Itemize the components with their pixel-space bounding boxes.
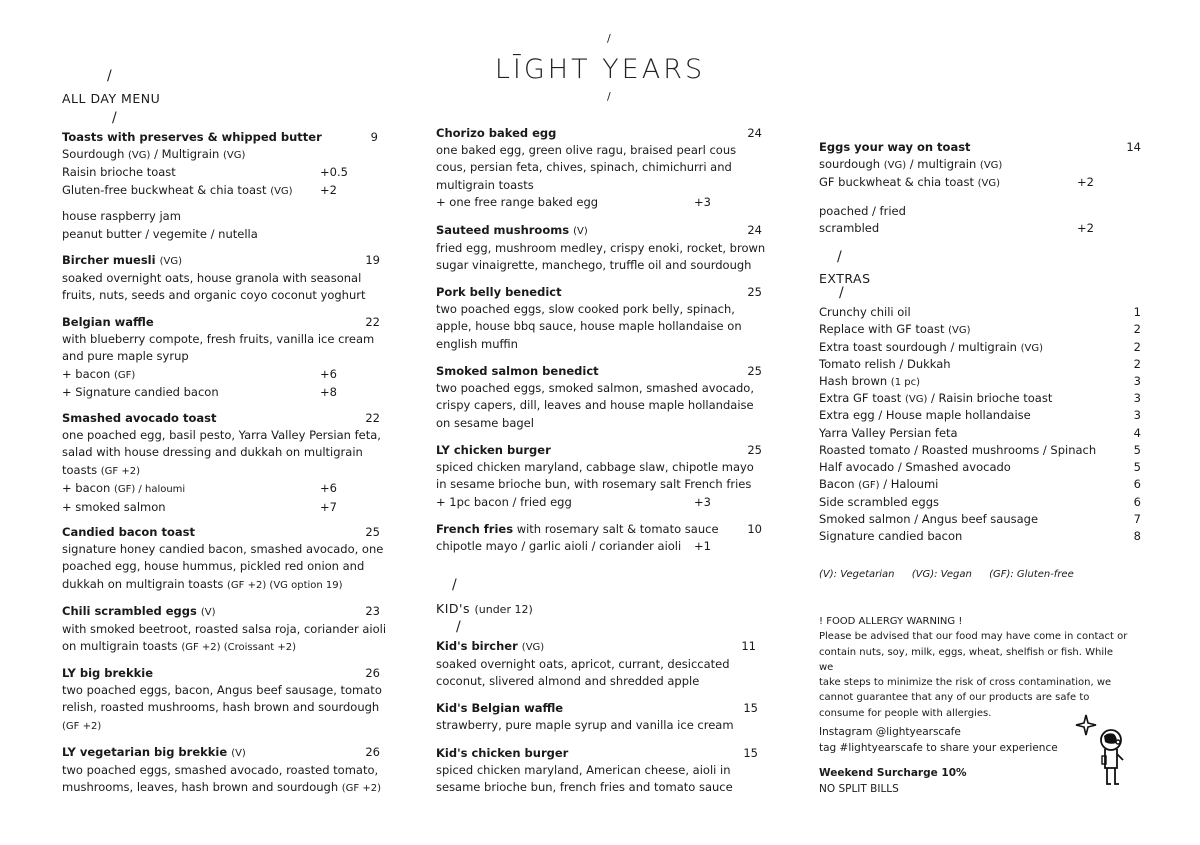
item-name: Candied bacon toast xyxy=(62,525,195,539)
legend-vegetarian: (V): Vegetarian xyxy=(819,569,895,580)
menu-item-kids-bircher xyxy=(436,638,762,691)
item-desc: dukkah on multigrain toasts (GF +2) (VG option 19) xyxy=(62,576,343,591)
item-desc: on sesame bagel xyxy=(436,415,534,430)
billing-notes xyxy=(819,765,967,797)
heading-slash: / xyxy=(452,577,457,593)
section-title-all-day: ALL DAY MENU xyxy=(62,91,161,106)
item-name: Chili scrambled eggs (V) xyxy=(62,604,216,618)
item-desc: sesame brioche bun, french fries and tomato sauce xyxy=(436,780,733,795)
item-price: 24 xyxy=(747,126,762,140)
item-price: 15 xyxy=(743,746,758,760)
item-name: Kid's bircher (VG) xyxy=(436,639,545,653)
hashtag-note: tag #lightyearscafe to share your experience xyxy=(819,742,1058,754)
item-desc: poached egg, house hummus, pickled red onion and xyxy=(62,559,365,574)
item-desc: crispy capers, dill, leaves and house maple hollandaise xyxy=(436,398,754,413)
item-name: LY chicken burger xyxy=(436,443,551,457)
extras-row: Bacon (GF) / Haloumi 6 xyxy=(819,477,1141,491)
item-desc: coconut, slivered almond and shredded apple xyxy=(436,674,700,689)
item-desc: in sesame brioche bun, with rosemary salt French fries xyxy=(436,477,752,492)
item-price: 25 xyxy=(747,443,762,457)
item-price: 11 xyxy=(741,639,756,653)
menu-item-ly-chicken-burger xyxy=(436,442,762,511)
item-addon: + 1pc bacon / fried egg +3 xyxy=(436,494,711,509)
item-addon: Gluten-free buckwheat & chia toast (VG) +2 xyxy=(62,182,337,197)
item-price: 15 xyxy=(743,701,758,715)
allergy-warning-text: cannot guarantee that any of our products are safe to xyxy=(819,692,1090,704)
item-desc: (GF +2) xyxy=(62,720,102,732)
item-desc: two poached eggs, bacon, Angus beef sausage, tomato xyxy=(62,683,382,697)
item-name: Belgian waffle xyxy=(62,315,154,329)
section-title-extras: EXTRAS xyxy=(819,271,871,286)
extras-row: Hash brown (1 pc) 3 xyxy=(819,374,1141,388)
item-name: LY vegetarian big brekkie (V) xyxy=(62,745,246,759)
extras-row: Extra toast sourdough / multigrain (VG) 2 xyxy=(819,340,1141,354)
item-desc: fried egg, mushroom medley, crispy enoki, rocket, brown xyxy=(436,241,766,255)
item-price: 23 xyxy=(365,604,380,618)
allergy-warning-title: ! FOOD ALLERGY WARNING ! xyxy=(819,616,963,627)
item-price: 25 xyxy=(747,364,762,378)
item-desc: strawberry, pure maple syrup and vanilla ice cream xyxy=(436,718,734,732)
item-addon: + bacon (GF) / haloumi +6 xyxy=(62,481,337,496)
menu-item-smashed-avocado xyxy=(62,410,380,516)
item-desc: toasts (GF +2) xyxy=(62,462,140,477)
item-desc: Sourdough (VG) / Multigrain (VG) xyxy=(62,147,246,161)
extras-row: Signature candied bacon 8 xyxy=(819,529,1141,543)
item-name: Smoked salmon benedict xyxy=(436,364,599,378)
extras-row: Roasted tomato / Roasted mushrooms / Spinach 5 xyxy=(819,443,1141,457)
sparkle-icon xyxy=(1076,715,1096,735)
item-name: Eggs your way on toast xyxy=(819,140,971,154)
item-price: 19 xyxy=(365,253,380,267)
allergy-warning-text: take steps to minimize the risk of cross contamination, we xyxy=(819,677,1112,689)
item-addon: chipotle mayo / garlic aioli / coriander aioli +1 xyxy=(436,539,711,553)
extras-row: Crunchy chili oil 1 xyxy=(819,305,1141,319)
menu-item-chili-eggs xyxy=(62,603,387,657)
item-desc: signature honey candied bacon, smashed avocado, one xyxy=(62,542,384,556)
item-price: 26 xyxy=(365,745,380,759)
item-addon: + bacon (GF) +6 xyxy=(62,366,337,381)
item-price: 24 xyxy=(747,223,762,237)
item-desc: one baked egg, green olive ragu, braised pearl cous xyxy=(436,143,737,157)
extras-row: Smoked salmon / Angus beef sausage 7 xyxy=(819,512,1141,526)
item-desc: soaked overnight oats, apricot, currant, desiccated xyxy=(436,657,730,671)
menu-item-pork-belly-benedict xyxy=(436,284,762,353)
no-split-bills: NO SPLIT BILLS xyxy=(819,783,899,795)
menu-item-smoked-salmon-benedict xyxy=(436,363,762,432)
item-desc: cous, persian feta, chives, spinach, chimichurri and xyxy=(436,160,732,175)
item-desc: salad with house dressing and dukkah on multigrain xyxy=(62,445,363,460)
item-name: Kid's chicken burger xyxy=(436,746,569,760)
extras-row: Yarra Valley Persian feta 4 xyxy=(819,426,1141,440)
item-addon: GF buckwheat & chia toast (VG) +2 xyxy=(819,175,1094,190)
item-price: 26 xyxy=(365,666,380,680)
extras-row: Side scrambled eggs 6 xyxy=(819,495,1141,509)
item-desc: with smoked beetroot, roasted salsa roja, coriander aioli xyxy=(62,622,387,636)
item-price: 22 xyxy=(365,315,380,329)
extras-row: Tomato relish / Dukkah 2 xyxy=(819,357,1141,371)
weekend-surcharge: Weekend Surcharge 10% xyxy=(819,767,967,779)
allergy-warning xyxy=(819,614,1129,721)
legend-vegan: (VG): Vegan xyxy=(911,569,972,580)
item-desc: english muffin xyxy=(436,336,518,351)
item-desc: apple, house bbq sauce, house maple hollandaise on xyxy=(436,319,742,334)
item-price: 25 xyxy=(365,525,380,539)
item-desc: sugar vinaigrette, manchego, truffle oil and sourdough xyxy=(436,258,752,273)
heading-slash: / xyxy=(837,249,842,265)
item-price: 14 xyxy=(1126,140,1141,154)
item-name: Bircher muesli (VG) xyxy=(62,253,182,267)
menu-item-big-brekkie xyxy=(62,665,380,735)
item-desc: peanut butter / vegemite / nutella xyxy=(62,226,258,241)
item-desc: with blueberry compote, fresh fruits, vanilla ice cream xyxy=(62,332,375,346)
item-price: 25 xyxy=(747,285,762,299)
extras-row: Extra egg / House maple hollandaise 3 xyxy=(819,408,1141,422)
allergy-warning-text: consume for people with allergies. xyxy=(819,707,992,719)
logo-accent-bottom: / xyxy=(607,90,611,103)
item-addon: + Signature candied bacon +8 xyxy=(62,385,337,400)
dietary-legend xyxy=(819,569,1088,580)
item-price: 9 xyxy=(370,130,378,144)
menu-item-french-fries xyxy=(436,521,762,555)
social-info xyxy=(819,724,1058,756)
heading-slash: / xyxy=(107,68,112,84)
menu-item-vegetarian-brekkie xyxy=(62,744,380,798)
item-addon: + one free range baked egg +3 xyxy=(436,195,711,210)
menu-item-bircher xyxy=(62,252,380,305)
allergy-warning-text: Please be advised that our food may have come in contact or xyxy=(819,631,1128,643)
item-name: French fries with rosemary salt & tomato sauce xyxy=(436,522,719,536)
item-addon: scrambled +2 xyxy=(819,221,1094,236)
item-desc: spiced chicken maryland, cabbage slaw, chipotle mayo xyxy=(436,460,754,474)
item-name: Smashed avocado toast xyxy=(62,411,217,425)
item-desc: one poached egg, basil pesto, Yarra Valley Persian feta, xyxy=(62,428,381,442)
item-desc: mushrooms, leaves, hash brown and sourdough (GF +2) xyxy=(62,780,381,795)
item-desc: on multigrain toasts (GF +2) (Croissant +2) xyxy=(62,639,297,654)
brand-logo: LĪGHT YEARS xyxy=(494,54,706,85)
extras-row: Extra GF toast (VG) / Raisin brioche toast 3 xyxy=(819,391,1141,405)
legend-gluten-free: (GF): Gluten-free xyxy=(989,569,1074,580)
heading-slash: / xyxy=(456,619,461,635)
allergy-warning-text: contain nuts, soy, milk, eggs, wheat, shelfish or fish. While we xyxy=(819,646,1114,673)
extras-row: Replace with GF toast (VG) 2 xyxy=(819,322,1141,336)
item-desc: two poached eggs, slow cooked pork belly, spinach, xyxy=(436,302,735,316)
item-desc: two poached eggs, smashed avocado, roasted tomato, xyxy=(62,763,379,777)
item-name: Sauteed mushrooms (V) xyxy=(436,223,588,237)
item-desc: sourdough (VG) / multigrain (VG) xyxy=(819,157,1003,171)
heading-slash: / xyxy=(839,285,844,301)
logo-accent-top: / xyxy=(607,32,611,45)
item-name: Toasts with preserves & whipped butter xyxy=(62,130,322,144)
menu-item-sauteed-mushrooms xyxy=(436,222,766,275)
item-desc: fruits, nuts, seeds and organic coyo coconut yoghurt xyxy=(62,288,366,303)
menu-item-eggs-your-way xyxy=(819,139,1141,238)
item-name: Pork belly benedict xyxy=(436,285,562,299)
item-name: LY big brekkie xyxy=(62,666,154,680)
section-title-kids: KID's (under 12) xyxy=(436,601,533,616)
menu-item-kids-waffle xyxy=(436,700,762,734)
item-desc: relish, roasted mushrooms, hash brown and sourdough xyxy=(62,700,380,715)
menu-item-kids-chicken-burger xyxy=(436,745,762,797)
item-desc: house raspberry jam xyxy=(62,209,181,224)
item-price: 22 xyxy=(365,411,380,425)
item-desc: and pure maple syrup xyxy=(62,349,189,364)
item-name: Kid's Belgian waffle xyxy=(436,701,564,715)
item-price: 10 xyxy=(747,522,762,536)
menu-item-chorizo-baked-egg xyxy=(436,125,762,212)
instagram-handle: Instagram @lightyearscafe xyxy=(819,726,961,738)
item-addon: Raisin brioche toast +0.5 xyxy=(62,165,348,180)
menu-item-candied-bacon xyxy=(62,524,384,594)
item-addon: + smoked salmon +7 xyxy=(62,499,337,514)
item-desc: two poached eggs, smoked salmon, smashed avocado, xyxy=(436,381,754,395)
menu-item-belgian-waffle xyxy=(62,314,380,402)
heading-slash: / xyxy=(112,110,117,126)
menu-item-toasts xyxy=(62,129,380,243)
item-desc: spiced chicken maryland, American cheese, aioli in xyxy=(436,763,731,777)
astronaut-icon xyxy=(1072,712,1132,792)
item-desc: soaked overnight oats, house granola with seasonal xyxy=(62,271,362,285)
item-name: Chorizo baked egg xyxy=(436,126,557,140)
item-desc: multigrain toasts xyxy=(436,177,534,192)
item-desc: poached / fried xyxy=(819,203,906,218)
extras-row: Half avocado / Smashed avocado 5 xyxy=(819,460,1141,474)
